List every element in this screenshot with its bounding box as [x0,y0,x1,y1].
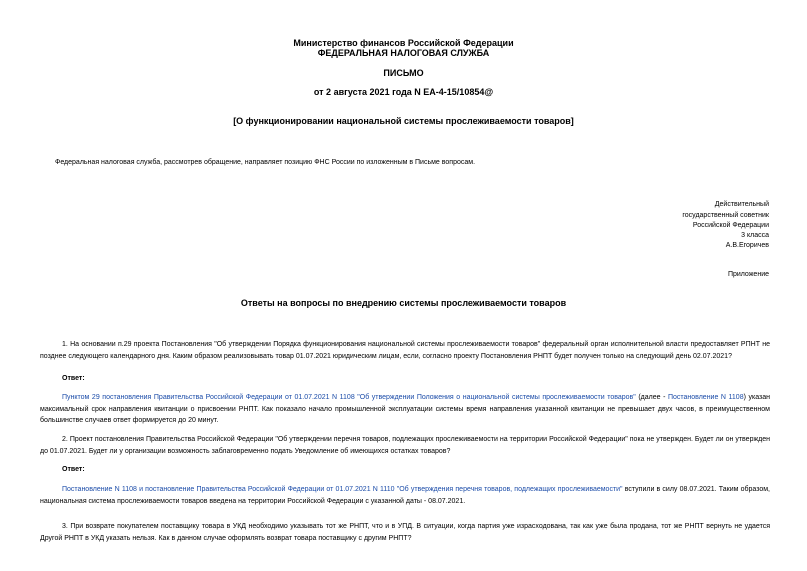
signature-line-2: государственный советник [682,212,769,219]
intro-paragraph: Федеральная налоговая служба, рассмотрев обращение, направляет позицию ФНС России по изложенным в Письме вопросам. [55,159,476,166]
signer-name: А.В.Егоричев [725,242,769,249]
service-heading: ФЕДЕРАЛЬНАЯ НАЛОГОВАЯ СЛУЖБА [317,48,490,58]
answer-1-mid: (далее - [635,394,668,401]
answer-label-1: Ответ: [62,375,85,382]
decree-1108-1110-link[interactable]: Постановление N 1108 и постановление Правительства Российской Федерации от 01.07.2021 N 1110 "Об утверждения перечня товаров, подлежащих прослеживаемости" [62,486,623,493]
doc-date-number: от 2 августа 2021 года N ЕА-4-15/10854@ [313,87,494,97]
decree-1108-link[interactable]: Постановление N 1108 [667,394,744,401]
question-2: 2. Проект постановления Правительства Российской Федерации "Об утверждении перечня товаров, подлежащих прослеживаемости на территории Российской Федерации" пока не утвержден. Будет ли он утвержден до 01.07.2021. Будет ли у организации возможность заблаговременно подать Уведомление об имеющихся остатках товаров? [40,436,770,455]
decree-29-link[interactable]: Пунктом 29 постановления Правительства Российской Федерации от 01.07.2021 N 1108 "Об утверждении Положения о национальной системы прослеживаемости товаров" [62,394,636,401]
signature-line-1: Действительный [714,201,769,208]
ministry-heading: Министерство финансов Российской Федерации [293,38,514,48]
answer-1 [40,392,770,427]
answer-label-2: Ответ: [62,466,85,473]
section-title: Ответы на вопросы по внедрению системы прослеживаемости товаров [240,298,567,308]
appendix-label: Приложение [727,271,769,278]
answer-2-rest: вступили в силу 08.07.2021. Таким образом, национальная система прослеживаемости товаров введена на территории Российской Федерации с указанной даты - 08.07.2021. [40,486,770,505]
question-3: 3. При возврате покупателем поставщику товара в УКД необходимо указывать тот же РНПТ, что и в УПД. В ситуации, когда партия уже израсходована, так как уже была продана, тот же РНПТ вернуть не удается Другой РНПТ в УКД указать нельзя. Как в данном случае оформлять возврат товара поставщику с другим РНПТ? [40,523,770,542]
signature-line-4: 3 класса [741,232,769,239]
signature-line-3: Российской Федерации [692,222,769,229]
doc-subject: [О функционировании национальной системы прослеживаемости товаров] [233,116,574,126]
doc-type-heading: ПИСЬМО [383,68,424,78]
answer-2 [40,484,770,507]
question-1: 1. На основании п.29 проекта Постановления "Об утверждении Порядка функционирования национальной системы прослеживаемости товаров" федеральный орган исполнительной власти предоставляет РПНТ не позднее следующего календарного дня. Каким образом реализовывать товар 01.07.2021 юридическим лицам, если, согласно проекту Постановления РНПТ будет получен только на следующий день 02.07.2021? [40,341,770,360]
answer-1-rest: ) указан максимальный срок направления квитанции о присвоении РНПТ. Как показало начало промышленной эксплуатации системы время направления указанной квитанции не превышает двух часов, в преимущественном большинстве случаев ответ формируется до 20 минут. [40,394,770,424]
